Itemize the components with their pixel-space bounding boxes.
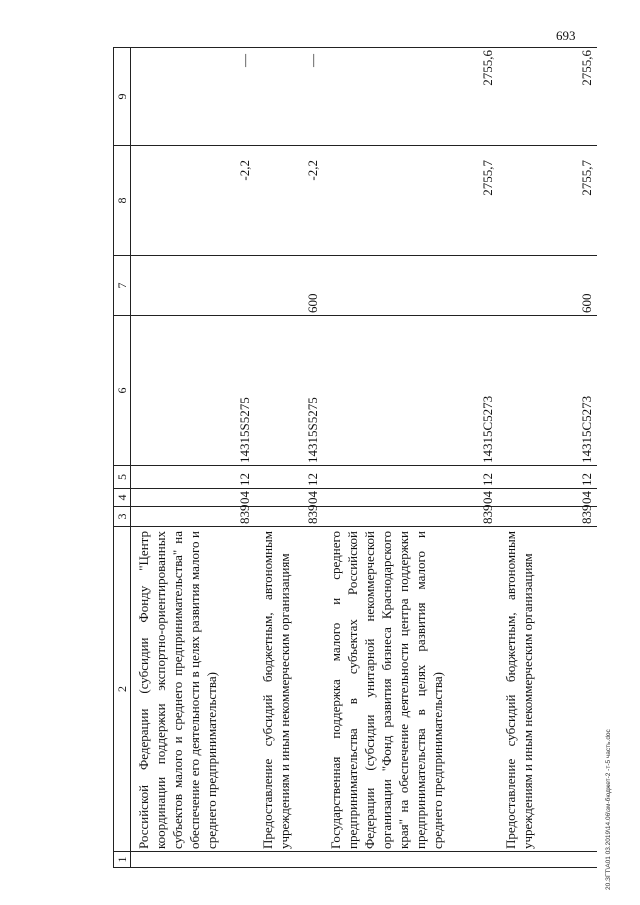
- cell-subsection: 12: [498, 466, 597, 489]
- cell-target-article: 14315С5273: [323, 316, 498, 466]
- cell-section: 04: [131, 489, 255, 507]
- header-cell: 3: [114, 507, 131, 527]
- row-description: Предоставление субсидий бюджетным, автономным учреждениям и иным некоммерческим организациям: [498, 527, 597, 852]
- cell-amount-col8: 2755,7: [498, 146, 597, 256]
- cell-section: 04: [498, 489, 597, 507]
- cell-subsection: 12: [255, 466, 323, 489]
- cell-amount-col8: -2,2: [255, 146, 323, 256]
- header-cell: 7: [114, 256, 131, 316]
- budget-table: [113, 47, 597, 868]
- file-path-text: 20.ЗГТ\А01 03.2019\14.06\зм-бюджет-2 -т-5 часть.doc: [605, 729, 612, 890]
- cell-expense-type: [323, 256, 498, 316]
- row-number-cell: [323, 852, 498, 868]
- cell-grbs: 839: [323, 507, 498, 527]
- cell-subsection: 12: [131, 466, 255, 489]
- header-cell: 6: [114, 316, 131, 466]
- table-row: [131, 48, 255, 868]
- cell-expense-type: 600: [498, 256, 597, 316]
- header-cell: 1: [114, 852, 131, 868]
- cell-expense-type: [131, 256, 255, 316]
- row-number-cell: [131, 852, 255, 868]
- cell-section: 04: [255, 489, 323, 507]
- cell-amount-col9: —: [255, 48, 323, 146]
- cell-target-article: 14315S5275: [255, 316, 323, 466]
- cell-amount-col8: -2,2: [131, 146, 255, 256]
- header-cell: 9: [114, 48, 131, 146]
- cell-target-article: 14315С5273: [498, 316, 597, 466]
- cell-grbs: 839: [131, 507, 255, 527]
- header-row: [114, 48, 131, 868]
- row-number-cell: [498, 852, 597, 868]
- table-row: [323, 48, 498, 868]
- row-description: Предоставление субсидий бюджетным, автономным учреждениям и иным некоммерческим организациям: [255, 527, 323, 852]
- cell-amount-col9: 2755,6: [498, 48, 597, 146]
- file-path-note: [600, 470, 614, 890]
- cell-subsection: 12: [323, 466, 498, 489]
- header-cell: 5: [114, 466, 131, 489]
- header-cell: 2: [114, 527, 131, 852]
- cell-amount-col8: 2755,7: [323, 146, 498, 256]
- cell-grbs: 839: [255, 507, 323, 527]
- table-row: [255, 48, 323, 868]
- row-description: Государственная поддержка малого и среднего предпринимательства в субъектах Российской Федерации (субсидии унитарной некоммерческой организации "Фонд развития бизнеса Краснодарского края" на обеспечение деятельности центра поддержки предпринимательства в целях развития малого и среднего предпринимательства): [323, 527, 498, 852]
- cell-expense-type: 600: [255, 256, 323, 316]
- page-number: 693: [556, 28, 576, 43]
- header-cell: 4: [114, 489, 131, 507]
- cell-section: 04: [323, 489, 498, 507]
- cell-grbs: 839: [498, 507, 597, 527]
- row-description: Российской Федерации (субсидии Фонду "Центр координации поддержки экспортно-ориентированных субъектов малого и среднего предпринимательства" на обеспечение его деятельности в целях развития малого и среднего предпринимательства): [131, 527, 255, 852]
- cell-amount-col9: —: [131, 48, 255, 146]
- cell-amount-col9: 2755,6: [323, 48, 498, 146]
- table-row: [498, 48, 597, 868]
- row-number-cell: [255, 852, 323, 868]
- budget-table-rotated: [113, 48, 595, 868]
- cell-target-article: 14315S5275: [131, 316, 255, 466]
- header-cell: 8: [114, 146, 131, 256]
